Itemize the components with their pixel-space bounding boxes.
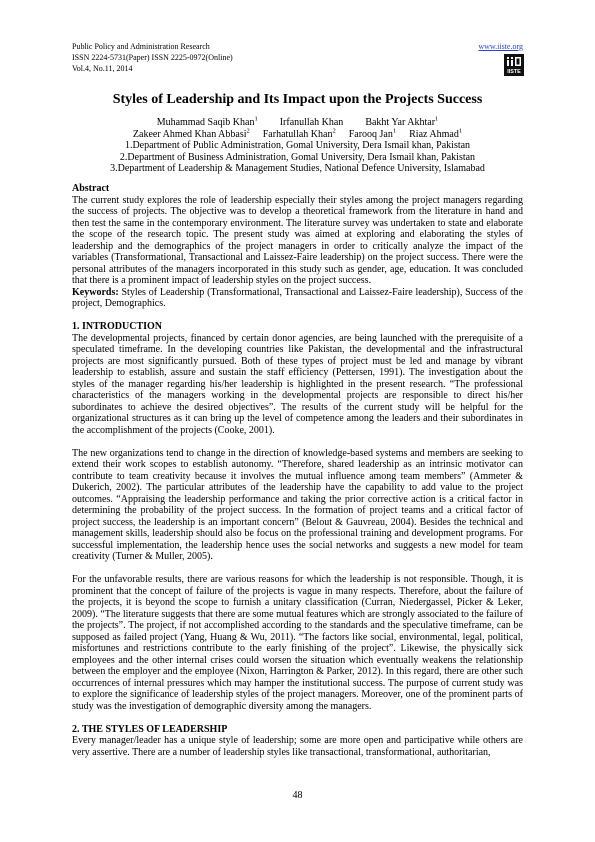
paragraph: Every manager/leader has a unique style of leadership; some are more open and participative while others are very assertive. There are a number of leadership styles like transactional, transformational, authoritarian, (72, 735, 523, 758)
section-heading: 2. THE STYLES OF LEADERSHIP (72, 723, 228, 735)
abstract-section (72, 183, 523, 310)
running-header (72, 41, 523, 77)
abstract-heading: Abstract (72, 183, 110, 195)
author-line (72, 129, 523, 141)
author-name: Bakht Yar Akhtar (365, 117, 436, 129)
author-name: Muhammad Saqib Khan (156, 117, 255, 129)
author (263, 129, 336, 141)
section-heading: 1. INTRODUCTION (72, 321, 163, 333)
affiliation: 2.Department of Business Administration, Gomal University, Dera Ismail khan, Pakistan (119, 151, 476, 163)
iiste-logo (504, 54, 524, 76)
logo-lettering: IISTE (507, 69, 521, 75)
author (157, 117, 258, 129)
volume-issue: Vol.4, No.11, 2014 (72, 64, 133, 73)
logo-shape (507, 60, 509, 66)
author (133, 129, 250, 141)
paragraph: The new organizations tend to change in the direction of knowledge-based systems and members are seeking to extend their work scopes to establish autonomy. “Therefore, shared leadership as an intrinsic motivator can contribute to team creativity because it involves the mutual influence among team members” (Ammeter & Dukerich, 2002). The particular attributes of the leadership have the capability to add value to the project outcomes. “Appraising the leadership performance and taking the prior corrective action is a critical factor in determining the probability of the project success. In the formation of project teams and a critical factor of project success, the leadership is an important concern” (Belout & Gauvreau, 2004). Besides the technical and management skills, leadership should also be focus on the professional training and development programs. For successful implementation, the leadership hence uses the social networks and suggests a new model for team creativity (Turner & Muller, 2005). (72, 447, 523, 563)
paragraph: For the unfavorable results, there are various reasons for which the leadership is not responsible. Though, it is prominent that the concept of failure of the projects is vague in many respects. Therefore, about the failure of the projects, it is beyond the scope to furnish a unitary classification (Curran, Niedergassel, Picker & Leker, 2009). “The literature suggests that there are some mutual features which are strongly associated to the failure of the projects”. The project, if not accomplished according to the standards and the speculative timeframe, can be supposed as failed project (Yang, Huang & Wu, 2011). “The factors like social, environmental, legal, political, misfortunes and restrictions contribute to the early finishing of the project”. Likewise, the physically sick employees and the other internal crises could worsen the situation which eventually weakens the relationship between the employer and the employee (Nixon, Harrington & Parker, 2012). In this regard, there are other such occurrences of internal pressures which may hamper the institutional success. The purpose of current study was to explore the significance of leadership styles of the project managers. Moreover, one of the prominent parts of study was the investigation of demographic diversity among the managers. (72, 574, 523, 712)
author-name: Zakeer Ahmed Khan Abbasi (132, 128, 247, 140)
logo-shape (517, 59, 520, 65)
author-name: Irfanullah Khan (279, 117, 344, 129)
author-name: Farhatullah Khan (262, 128, 333, 140)
paper-title: Styles of Leadership and Its Impact upon the Projects Success (112, 92, 483, 107)
author-name: Riaz Ahmad (409, 128, 459, 140)
affiliation-mark: 2 (246, 127, 250, 135)
logo-shape (507, 57, 509, 59)
affiliation-mark: 1 (435, 115, 439, 123)
keywords (72, 287, 523, 310)
issn-line: ISSN 2224-5731(Paper) ISSN 2225-0972(Online) (72, 53, 233, 62)
affiliation: 3.Department of Leadership & Management Studies, National Defence University, Islamabad (110, 163, 485, 175)
abstract-text: The current study explores the role of leadership especially their styles among the project managers regarding the success of projects. The objective was to develop a theoretical framework from the literature in hand and then test the same in the contemporary environment. The literature survey was undertaken to state and elaborate the scope of the research topic. The present study was aimed at exploring and elaborating the styles of leadership and the demographics of the project managers in order to critically analyze the impact of the variables (Transformational, Transactional and Laissez-Faire leadership) on the project success. There were the personal attributes of the managers incorporated in this study such as gender, age, education. It was concluded that there is a prominent impact of leadership styles on the project success. (72, 194, 523, 287)
author (349, 129, 396, 141)
affiliation: 1.Department of Public Administration, Gomal University, Dera Ismail khan, Pakistan (124, 140, 471, 152)
affiliation-mark: 1 (254, 115, 258, 123)
affiliation-mark: 1 (392, 127, 397, 135)
section-introduction (72, 321, 523, 712)
affiliation-mark: 1 (458, 127, 463, 135)
keywords-label: Keywords: (72, 286, 119, 298)
logo-shape (511, 57, 513, 59)
article-body (72, 183, 523, 758)
journal-website-link[interactable]: www.iiste.org (478, 42, 523, 51)
affiliation-mark: 2 (332, 127, 336, 135)
journal-name: Public Policy and Administration Research (72, 42, 210, 51)
section-styles-of-leadership (72, 724, 523, 759)
keywords-text: Styles of Leadership (Transformational, Transactional and Laissez-Faire leadership), Success of the project, Demographics. (72, 286, 523, 310)
logo-shape (511, 60, 513, 66)
author-line (72, 117, 523, 129)
paragraph: The developmental projects, financed by certain donor agencies, are being launched with the prerequisite of a speculated timeframe. In the developing countries like Pakistan, the developmental and the infrastructural projects are most significantly pursued. Both of these types of project must be led and manage by vibrant leadership to establish, assure and sustain the staff efficiency (Pettersen, 1991). The investigation about the styles of the manager regarding his/her leadership is highlighted in the present research. “The professional characteristics of the managers working in the developmental projects are responsible to direct his/her subordinates to achieve the desired objectives”. The results of the current study will be helpful for the organizational structures as it can bring up the level of competence among the leaders and their subordinates in the accomplishment of the projects (Cooke, 2001). (72, 332, 523, 436)
author-block (72, 117, 523, 175)
page-number: 48 (292, 790, 303, 801)
author-name: Farooq Jan (348, 128, 393, 140)
author (409, 129, 462, 141)
author (365, 117, 438, 129)
